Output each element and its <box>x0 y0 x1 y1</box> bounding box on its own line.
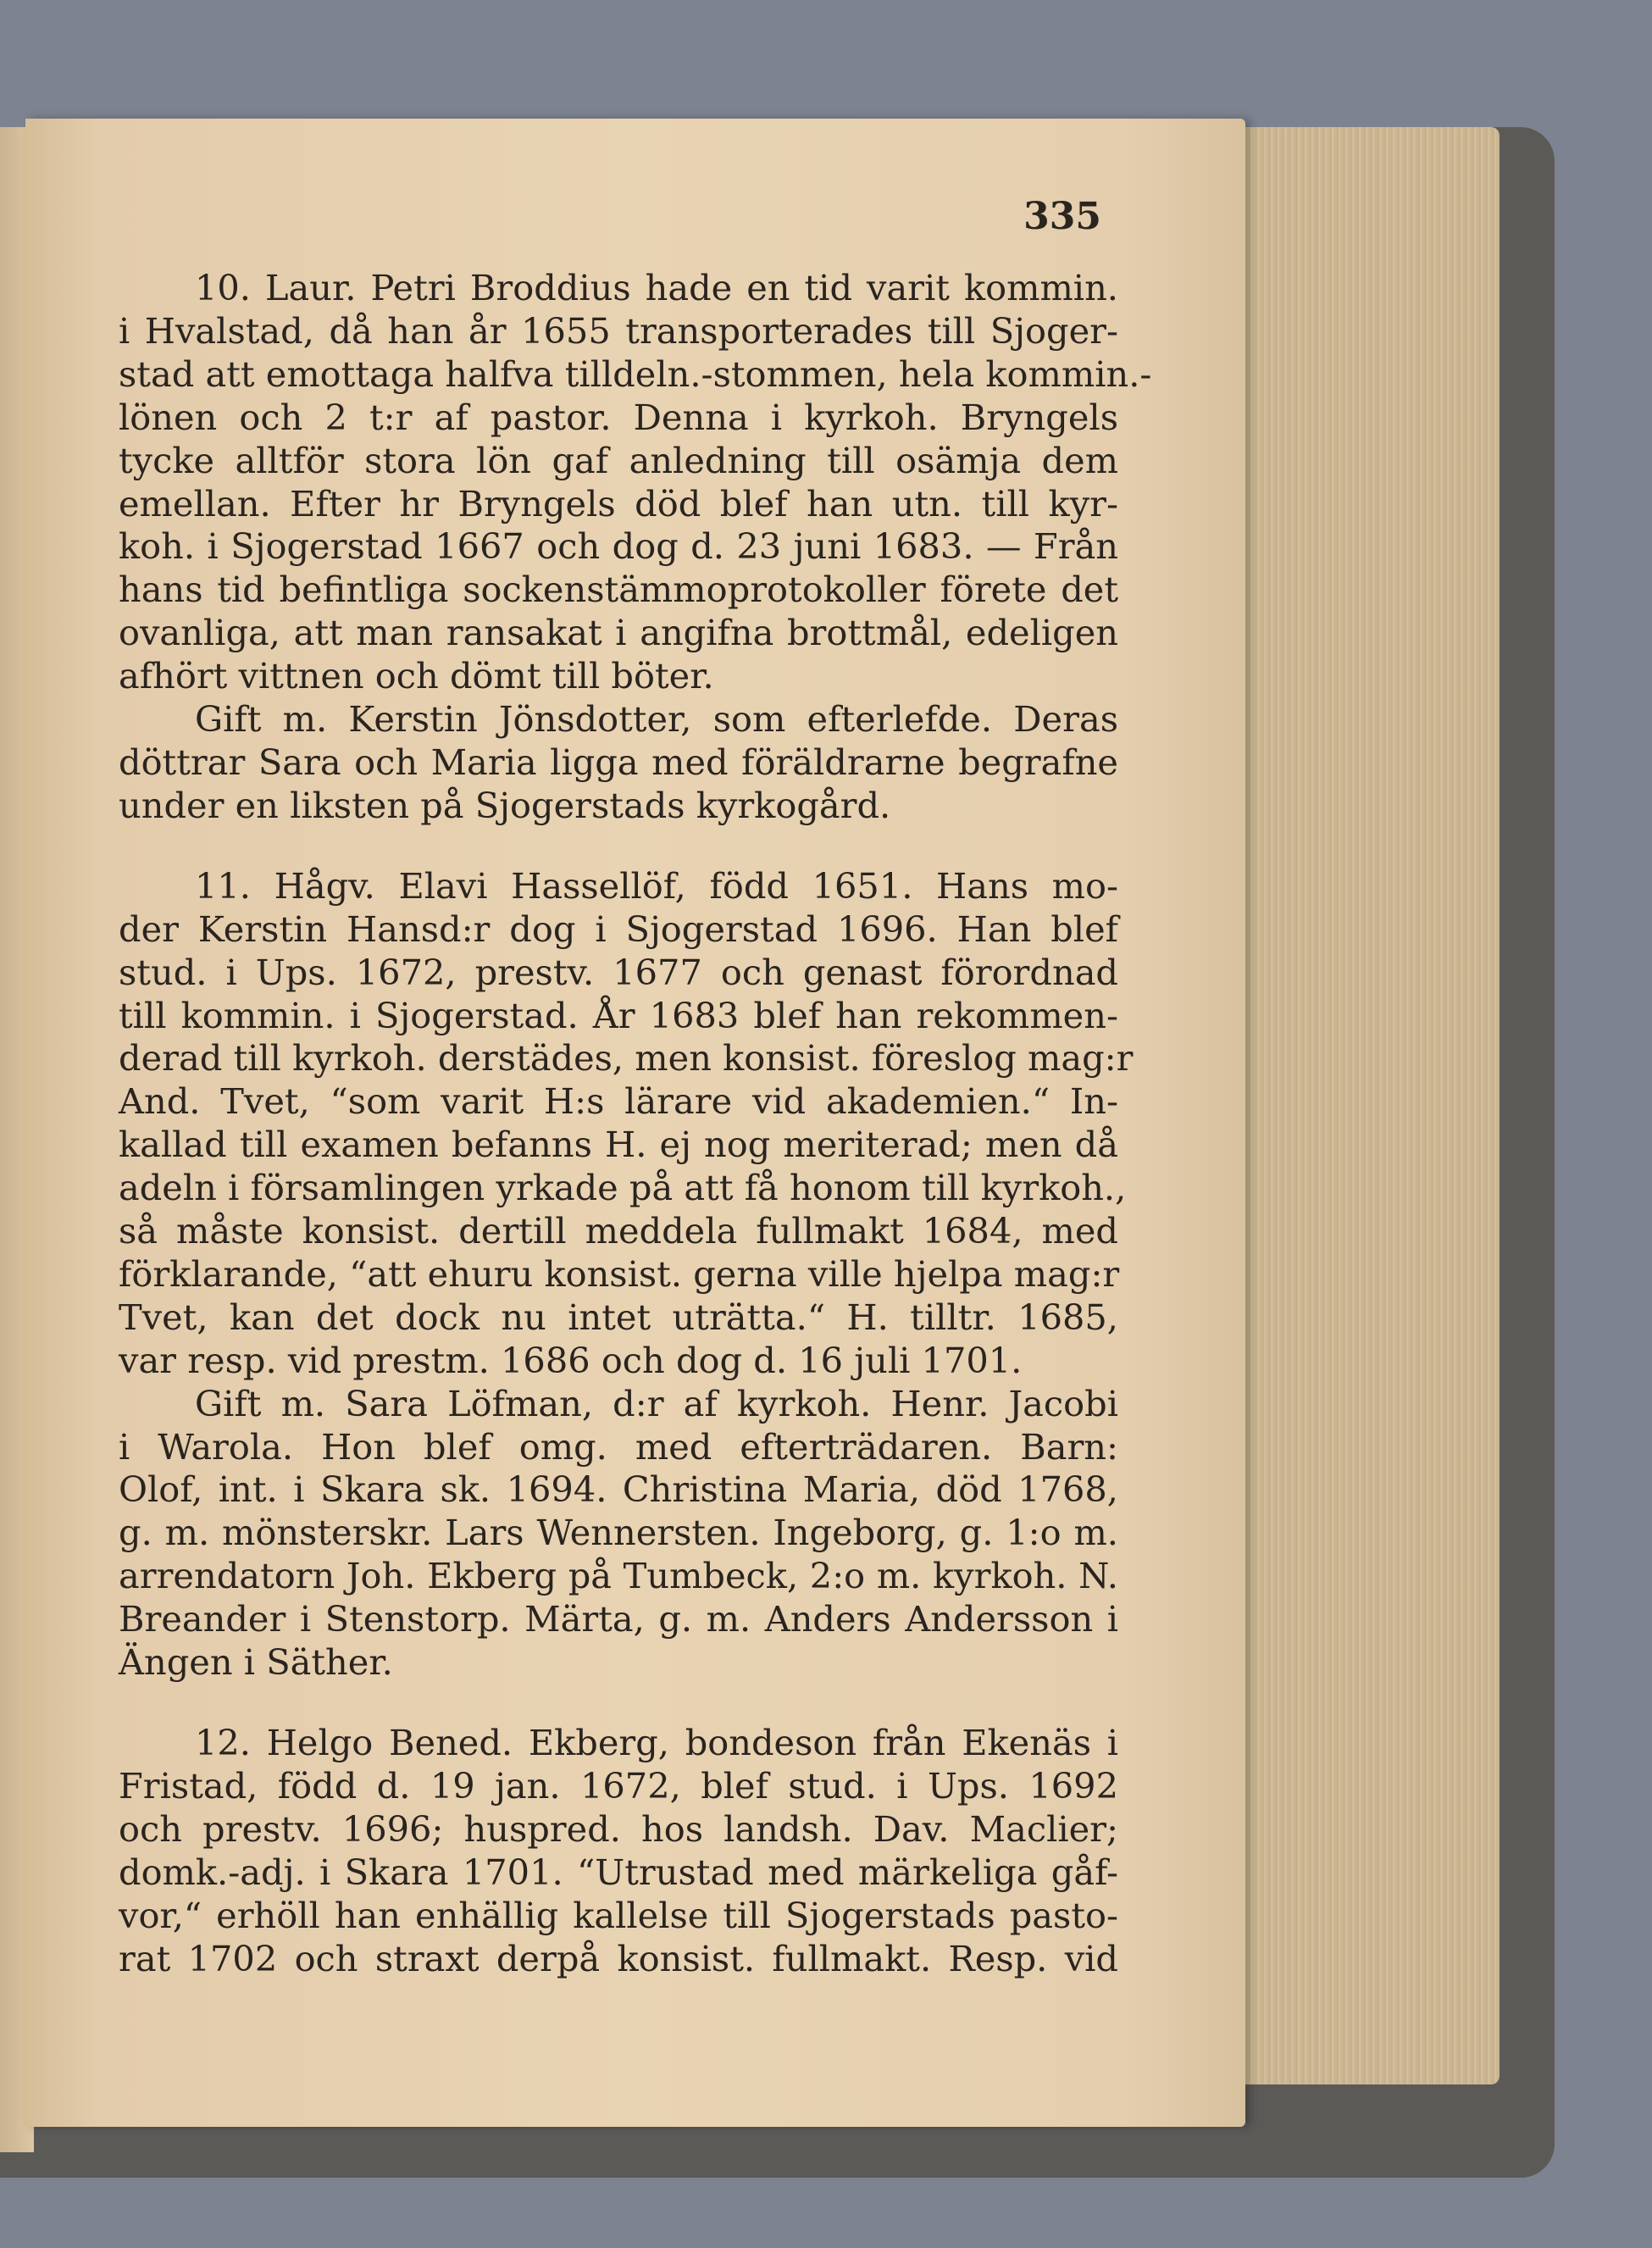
text-line: Breander i Stenstorp. Märta, g. m. Anders Andersson i <box>119 1598 1118 1640</box>
text-line: Olof, int. i Skara sk. 1694. Christina Maria, död 1768, <box>119 1468 1118 1511</box>
text-line: förklarande, “att ehuru konsist. gerna ville hjelpa mag:r <box>119 1252 1120 1295</box>
paragraph-10-family <box>119 698 1118 828</box>
paragraph-11 <box>119 864 1134 1383</box>
text-line: tycke alltför stora lön gaf anledning till osämja dem <box>119 439 1118 481</box>
text-line: i Warola. Hon blef omg. med efterträdaren. Barn: <box>119 1425 1118 1468</box>
text-line: och prestv. 1696; huspred. hos landsh. Dav. Maclier; <box>119 1807 1118 1850</box>
text-line: Tvet, kan det dock nu intet uträtta.“ H. tilltr. 1685, <box>119 1296 1118 1338</box>
text-line: under en liksten på Sjogerstads kyrkogård. <box>119 784 891 826</box>
text-line: Fristad, född d. 19 jan. 1672, blef stud. i Ups. 1692 <box>119 1764 1118 1807</box>
text-line: Gift m. Sara Löfman, d:r af kyrkoh. Henr. Jacobi <box>195 1382 1118 1424</box>
book-page <box>25 119 1245 2127</box>
text-line: kallad till examen befanns H. ej nog meriterad; men då <box>119 1124 1118 1166</box>
paragraph-10 <box>119 267 1152 698</box>
text-line: lönen och 2 t:r af pastor. Denna i kyrkoh. Bryngels <box>119 396 1118 438</box>
text-line: arrendatorn Joh. Ekberg på Tumbeck, 2:o m. kyrkoh. N. <box>119 1555 1118 1597</box>
text-line: ovanliga, att man ransakat i angifna brottmål, edeligen <box>119 612 1118 654</box>
page-number: 335 <box>1023 195 1101 238</box>
paragraph-gap <box>119 1685 1118 1722</box>
text-line: var resp. vid prestm. 1686 och dog d. 16 juli 1701. <box>119 1339 1023 1381</box>
text-line: i Hvalstad, då han år 1655 transporterades till Sjoger- <box>119 309 1118 352</box>
paragraph-gap <box>119 828 1118 865</box>
text-line: så måste konsist. dertill meddela fullmakt 1684, med <box>119 1210 1118 1252</box>
text-line: 10. Laur. Petri Broddius hade en tid varit kommin. <box>195 267 1118 308</box>
text-line: adeln i församlingen yrkade på att få honom till kyrkoh., <box>119 1167 1127 1209</box>
text-line: derad till kyrkoh. derstädes, men konsist. föreslog mag:r <box>119 1037 1134 1080</box>
text-line: afhört vittnen och dömt till böter. <box>119 655 714 697</box>
text-line: emellan. Efter hr Bryngels död blef han utn. till kyr- <box>119 482 1118 525</box>
text-line: 12. Helgo Bened. Ekberg, bondeson från Ekenäs i <box>195 1722 1118 1763</box>
page-edges <box>1220 127 1500 2084</box>
text-line: hans tid befintliga sockenstämmoprotokoller förete det <box>119 569 1118 611</box>
paragraph-11-family <box>119 1383 1118 1685</box>
text-line: g. m. mönsterskr. Lars Wennersten. Ingeborg, g. 1:o m. <box>119 1512 1118 1554</box>
text-line: vor,“ erhöll han enhällig kallelse till Sjogerstads pasto- <box>119 1894 1118 1936</box>
page-text <box>119 267 1152 1980</box>
text-line: stad att emottaga halfva tilldeln.-stommen, hela kommin.- <box>119 352 1152 395</box>
text-line: Ängen i Säther. <box>119 1641 393 1684</box>
text-line: rat 1702 och straxt derpå konsist. fullmakt. Resp. vid <box>119 1937 1118 1979</box>
text-line: domk.-adj. i Skara 1701. “Utrustad med märkeliga gåf- <box>119 1851 1118 1893</box>
text-line: till kommin. i Sjogerstad. År 1683 blef han rekommen- <box>119 994 1118 1036</box>
text-line: And. Tvet, “som varit H:s lärare vid akademien.“ In- <box>119 1080 1118 1123</box>
text-line: 11. Hågv. Elavi Hassellöf, född 1651. Hans mo- <box>195 864 1118 907</box>
text-line: Gift m. Kerstin Jönsdotter, som efterlefde. Deras <box>195 698 1118 741</box>
text-line: der Kerstin Hansd:r dog i Sjogerstad 1696. Han blef <box>119 908 1118 950</box>
text-line: döttrar Sara och Maria ligga med föräldrarne begrafne <box>119 741 1118 783</box>
paragraph-12 <box>119 1722 1118 1980</box>
text-line: koh. i Sjogerstad 1667 och dog d. 23 juni 1683. — Från <box>119 525 1118 568</box>
text-line: stud. i Ups. 1672, prestv. 1677 och genast förordnad <box>119 951 1118 993</box>
